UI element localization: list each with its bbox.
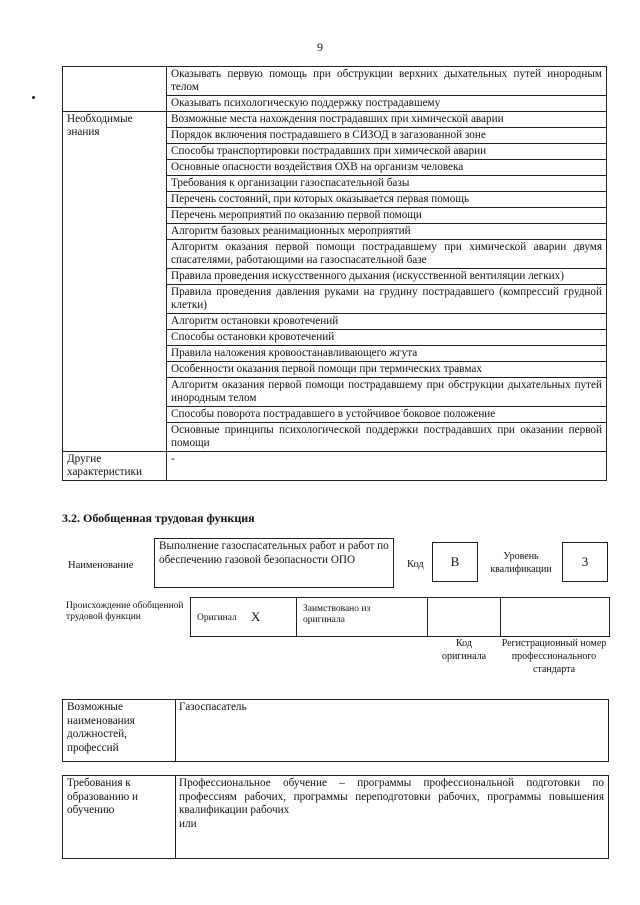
education-value-wrap: [175, 776, 608, 832]
original-label: Оригинал: [197, 613, 237, 623]
table-cell: Правила проведения давления руками на грудину пострадавшего (компрессий грудной клетки): [167, 285, 607, 314]
code-label: Код: [407, 559, 424, 570]
table-cell: Правила проведения искусственного дыхания (искусственной вентиляции легких): [167, 269, 607, 285]
table-row: [63, 112, 607, 128]
table-row: [63, 67, 607, 96]
table-cell: Оказывать первую помощь при обструкции верхних дыхательных путей инородным телом: [167, 67, 607, 96]
table-cell: -: [167, 452, 607, 481]
education-box: [62, 775, 609, 859]
table-cell: Перечень состояний, при которых оказывается первая помощь: [167, 192, 607, 208]
original-mark: X: [251, 609, 261, 624]
table-cell: Способы остановки кровотечений: [167, 330, 607, 346]
table-cell: Правила наложения кровоостанавливающего жгута: [167, 346, 607, 362]
table-cell: Основные опасности воздействия ОХВ на организм человека: [167, 160, 607, 176]
original-box: [190, 597, 297, 637]
name-label: Наименование: [68, 560, 134, 571]
reg-caption: Регистрационный номер профессионального стандарта: [501, 638, 607, 675]
row-label: [63, 67, 167, 112]
original-code-box: [427, 597, 501, 637]
education-label: Требования к образованию и обучению: [63, 776, 176, 858]
table-cell: Возможные места нахождения пострадавших при химической аварии: [167, 112, 607, 128]
page-number: 9: [317, 40, 323, 54]
table-row: [63, 452, 607, 481]
positions-label: Возможные наименования должностей, профессий: [63, 700, 176, 761]
row-label: Другие характеристики: [63, 452, 167, 481]
table-cell: Алгоритм базовых реанимационных мероприятий: [167, 224, 607, 240]
table-cell: Способы поворота пострадавшего в устойчивое боковое положение: [167, 407, 607, 423]
positions-box: [62, 699, 609, 762]
table-cell: Порядок включения пострадавшего в СИЗОД в загазованной зоне: [167, 128, 607, 144]
borrowed-box: [296, 597, 428, 637]
section-title: 3.2. Обобщенная трудовая функция: [62, 511, 255, 525]
table-cell: Способы транспортировки пострадавших при химической аварии: [167, 144, 607, 160]
positions-value: Газоспасатель: [179, 701, 247, 713]
code-value: В: [450, 554, 460, 569]
borrowed-label: Заимствовано из оригинала: [303, 604, 371, 625]
code-caption: Код оригинала: [441, 638, 487, 662]
table-cell: Алгоритм оказания первой помощи пострадавшему при обструкции дыхательных путей инородным телом: [167, 378, 607, 407]
function-name-value: Выполнение газоспасательных работ и работ по обеспечению газовой безопасности ОПО: [159, 540, 389, 566]
code-value-box: [432, 542, 478, 582]
reg-number-box: [500, 597, 610, 637]
origin-label: Происхождение обобщенной трудовой функции: [66, 601, 184, 622]
education-continuation: или: [179, 817, 197, 830]
table-cell: Особенности оказания первой помощи при термических травмах: [167, 362, 607, 378]
level-value-box: [562, 542, 608, 582]
table-cell: Алгоритм остановки кровотечений: [167, 314, 607, 330]
knowledge-table: [62, 66, 607, 481]
function-name-box: [154, 538, 394, 588]
table-cell: Перечень мероприятий по оказанию первой помощи: [167, 208, 607, 224]
table-cell: Оказывать психологическую поддержку пострадавшему: [167, 96, 607, 112]
level-value: 3: [581, 554, 589, 569]
margin-mark: [32, 96, 35, 99]
education-value: Профессиональное обучение – программы профессиональной подготовки по профессиям рабочих, программы переподготовки рабочих, программы повышения квалификации рабочих: [179, 777, 604, 816]
table-cell: Алгоритм оказания первой помощи пострадавшему при химической аварии двумя спасателями, работающими на газоспасательной базе: [167, 240, 607, 269]
level-label: Уровень квалификации: [490, 551, 552, 575]
table-cell: Требования к организации газоспасательной базы: [167, 176, 607, 192]
table-cell: Основные принципы психологической поддержки пострадавших при оказании первой помощи: [167, 423, 607, 452]
row-label: Необходимые знания: [63, 112, 167, 452]
